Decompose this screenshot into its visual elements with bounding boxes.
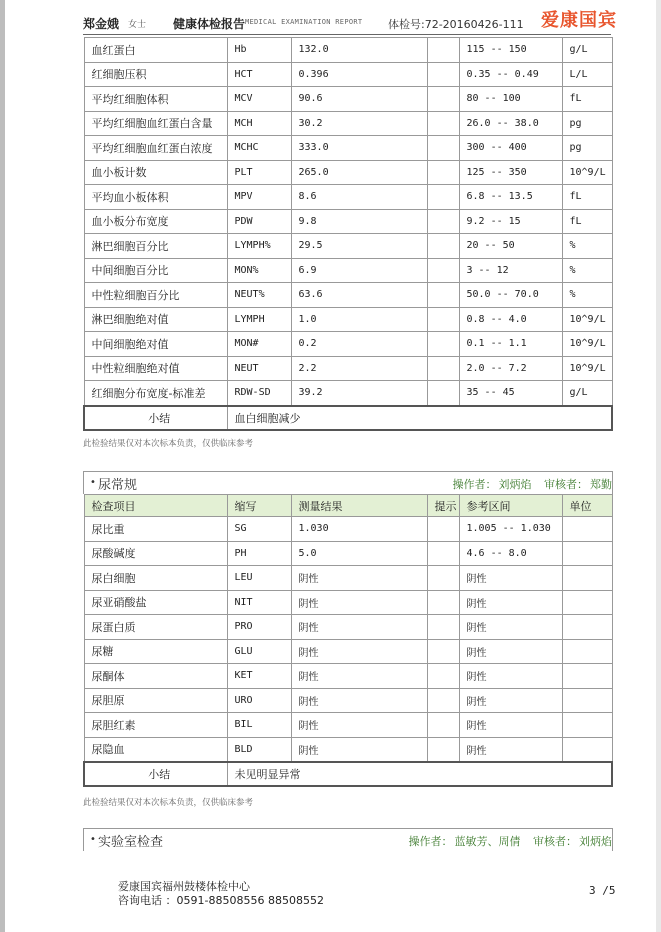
item-range: 0.35 -- 0.49	[459, 62, 562, 87]
item-flag	[427, 381, 459, 406]
item-value: 阴性	[291, 688, 427, 713]
table-row	[84, 590, 612, 615]
item-value: 0.2	[291, 332, 427, 357]
item-range: 阴性	[459, 615, 562, 640]
table-row	[84, 283, 612, 308]
item-value: 6.9	[291, 258, 427, 283]
item-value: 90.6	[291, 87, 427, 112]
item-unit: fL	[562, 185, 612, 210]
item-name: 尿白细胞	[84, 566, 227, 591]
summary-value: 血白细胞减少	[227, 406, 612, 430]
item-abbr: MON#	[227, 332, 291, 357]
item-unit: L/L	[562, 62, 612, 87]
item-unit	[562, 541, 612, 566]
item-range: 35 -- 45	[459, 381, 562, 406]
item-abbr: LYMPH%	[227, 234, 291, 259]
operator-label: 操作者：	[408, 835, 453, 848]
exam-number-label: 体检号:	[388, 18, 425, 31]
table-row	[84, 136, 612, 161]
table-row	[84, 688, 612, 713]
report-title: 健康体检报告	[173, 17, 246, 31]
item-unit	[562, 737, 612, 762]
item-unit: 10^9/L	[562, 356, 612, 381]
item-abbr: NIT	[227, 590, 291, 615]
item-abbr: MCH	[227, 111, 291, 136]
urine-test-table	[83, 494, 613, 787]
triangle-right-icon: •	[90, 477, 96, 488]
item-range: 125 -- 350	[459, 160, 562, 185]
item-range: 50.0 -- 70.0	[459, 283, 562, 308]
item-range: 0.1 -- 1.1	[459, 332, 562, 357]
patient-gender: 女士	[128, 20, 147, 30]
table-row	[84, 381, 612, 406]
item-name: 中性粒细胞百分比	[84, 283, 227, 308]
table-row	[84, 307, 612, 332]
lab-operators	[407, 833, 613, 849]
item-name: 红细胞分布宽度-标准差	[84, 381, 227, 406]
item-abbr: LYMPH	[227, 307, 291, 332]
item-flag	[427, 664, 459, 689]
item-name: 平均红细胞体积	[84, 87, 227, 112]
table-row	[84, 234, 612, 259]
item-abbr: HCT	[227, 62, 291, 87]
item-range: 阴性	[459, 639, 562, 664]
item-flag	[427, 234, 459, 259]
item-flag	[427, 356, 459, 381]
item-unit	[562, 566, 612, 591]
item-range: 阴性	[459, 713, 562, 738]
item-value: 阴性	[291, 639, 427, 664]
triangle-right-icon: •	[90, 834, 96, 845]
item-name: 血小板分布宽度	[84, 209, 227, 234]
item-name: 尿胆红素	[84, 713, 227, 738]
item-abbr: MPV	[227, 185, 291, 210]
item-abbr: MCHC	[227, 136, 291, 161]
col-header-flag: 提示	[427, 495, 459, 517]
item-unit: fL	[562, 87, 612, 112]
item-range: 26.0 -- 38.0	[459, 111, 562, 136]
report-page	[5, 0, 656, 932]
item-unit: pg	[562, 111, 612, 136]
item-abbr: PH	[227, 541, 291, 566]
item-abbr: LEU	[227, 566, 291, 591]
item-value: 333.0	[291, 136, 427, 161]
urine-header-row	[84, 495, 612, 517]
item-abbr: PRO	[227, 615, 291, 640]
item-abbr: KET	[227, 664, 291, 689]
item-unit: pg	[562, 136, 612, 161]
footer-center-name: 爱康国宾福州鼓楼体检中心	[118, 880, 250, 893]
item-value: 阴性	[291, 566, 427, 591]
blood-test-table	[83, 37, 613, 431]
item-flag	[427, 590, 459, 615]
item-flag	[427, 332, 459, 357]
item-value: 5.0	[291, 541, 427, 566]
item-range: 3 -- 12	[459, 258, 562, 283]
item-value: 1.0	[291, 307, 427, 332]
exam-number-value: 72-20160426-111	[424, 18, 524, 31]
table-row	[84, 111, 612, 136]
item-flag	[427, 283, 459, 308]
item-flag	[427, 615, 459, 640]
item-name: 红细胞压积	[84, 62, 227, 87]
table-row	[84, 541, 612, 566]
table-row	[84, 332, 612, 357]
item-name: 尿酸碱度	[84, 541, 227, 566]
item-abbr: GLU	[227, 639, 291, 664]
item-value: 阴性	[291, 615, 427, 640]
lab-section-title: 实验室检查	[98, 835, 164, 850]
summary-label: 小结	[84, 762, 227, 786]
item-range: 阴性	[459, 566, 562, 591]
item-unit	[562, 590, 612, 615]
item-range: 1.005 -- 1.030	[459, 517, 562, 542]
item-flag	[427, 566, 459, 591]
item-unit: %	[562, 283, 612, 308]
item-name: 尿胆原	[84, 688, 227, 713]
item-unit: %	[562, 258, 612, 283]
item-name: 中性粒细胞绝对值	[84, 356, 227, 381]
item-range: 阴性	[459, 688, 562, 713]
item-name: 平均红细胞血红蛋白浓度	[84, 136, 227, 161]
item-value: 1.030	[291, 517, 427, 542]
item-range: 4.6 -- 8.0	[459, 541, 562, 566]
item-name: 尿蛋白质	[84, 615, 227, 640]
item-range: 6.8 -- 13.5	[459, 185, 562, 210]
table-row	[84, 664, 612, 689]
table-row	[84, 356, 612, 381]
item-range: 9.2 -- 15	[459, 209, 562, 234]
item-flag	[427, 688, 459, 713]
lab-section-header	[83, 828, 613, 851]
table-row	[84, 639, 612, 664]
page-number: 3 /5	[589, 884, 616, 897]
item-value: 阴性	[291, 737, 427, 762]
item-abbr: RDW-SD	[227, 381, 291, 406]
item-flag	[427, 209, 459, 234]
item-flag	[427, 160, 459, 185]
col-header-abbr: 缩写	[227, 495, 291, 517]
col-header-result: 测量结果	[291, 495, 427, 517]
item-name: 淋巴细胞绝对值	[84, 307, 227, 332]
phone-label: 咨询电话 ：	[118, 894, 177, 907]
item-unit: %	[562, 234, 612, 259]
item-range: 阴性	[459, 590, 562, 615]
item-range: 2.0 -- 7.2	[459, 356, 562, 381]
item-value: 阴性	[291, 664, 427, 689]
item-name: 血小板计数	[84, 160, 227, 185]
operator-name: 刘炳焰	[498, 478, 532, 491]
item-unit	[562, 517, 612, 542]
item-name: 平均红细胞血红蛋白含量	[84, 111, 227, 136]
item-flag	[427, 62, 459, 87]
item-name: 尿酮体	[84, 664, 227, 689]
report-header	[83, 10, 617, 35]
table-row	[84, 566, 612, 591]
item-flag	[427, 185, 459, 210]
item-flag	[427, 111, 459, 136]
item-unit	[562, 664, 612, 689]
table-row	[84, 737, 612, 762]
table-row	[84, 517, 612, 542]
item-range: 阴性	[459, 664, 562, 689]
item-unit	[562, 615, 612, 640]
item-value: 9.8	[291, 209, 427, 234]
brand-logo: 爱康国宾	[541, 10, 617, 31]
disclaimer-note-urine: 此检验结果仅对本次标本负责，仅供临床参考	[83, 798, 254, 808]
item-value: 阴性	[291, 590, 427, 615]
reviewer-label: 审核者：	[544, 478, 588, 491]
item-abbr: MON%	[227, 258, 291, 283]
summary-value: 未见明显异常	[227, 762, 612, 786]
item-value: 265.0	[291, 160, 427, 185]
item-value: 0.396	[291, 62, 427, 87]
table-row	[84, 615, 612, 640]
item-unit: g/L	[562, 381, 612, 406]
item-flag	[427, 307, 459, 332]
report-subtitle: MEDICAL EXAMINATION REPORT	[245, 18, 363, 26]
item-unit: 10^9/L	[562, 160, 612, 185]
item-value: 39.2	[291, 381, 427, 406]
item-value: 132.0	[291, 38, 427, 63]
item-range: 80 -- 100	[459, 87, 562, 112]
reviewer-label: 审核者：	[533, 835, 577, 848]
item-range: 0.8 -- 4.0	[459, 307, 562, 332]
col-header-item: 检查项目	[84, 495, 227, 517]
item-flag	[427, 713, 459, 738]
item-abbr: BLD	[227, 737, 291, 762]
item-abbr: Hb	[227, 38, 291, 63]
item-value: 2.2	[291, 356, 427, 381]
item-name: 中间细胞绝对值	[84, 332, 227, 357]
item-abbr: PDW	[227, 209, 291, 234]
table-row	[84, 160, 612, 185]
item-value: 63.6	[291, 283, 427, 308]
phone-number: 0591-88508556 88508552	[176, 894, 324, 907]
item-name: 淋巴细胞百分比	[84, 234, 227, 259]
table-row	[84, 185, 612, 210]
item-name: 尿亚硝酸盐	[84, 590, 227, 615]
item-name: 平均血小板体积	[84, 185, 227, 210]
item-name: 尿糖	[84, 639, 227, 664]
urine-section-title: 尿常规	[98, 478, 138, 493]
item-unit: g/L	[562, 38, 612, 63]
patient-name: 郑金娥	[83, 17, 120, 31]
exam-number	[388, 16, 524, 32]
item-abbr: URO	[227, 688, 291, 713]
item-flag	[427, 639, 459, 664]
item-unit	[562, 713, 612, 738]
item-range: 115 -- 150	[459, 38, 562, 63]
reviewer-name: 刘炳焰	[579, 835, 612, 848]
table-row	[84, 62, 612, 87]
item-flag	[427, 517, 459, 542]
item-value: 8.6	[291, 185, 427, 210]
item-range: 阴性	[459, 737, 562, 762]
operator-label: 操作者：	[452, 478, 497, 491]
table-row	[84, 87, 612, 112]
item-abbr: PLT	[227, 160, 291, 185]
item-unit: fL	[562, 209, 612, 234]
operator-name: 蓝敏芳、周倩	[454, 835, 521, 848]
reviewer-name: 郑勤	[590, 478, 612, 491]
footer-phone	[118, 892, 324, 908]
item-flag	[427, 38, 459, 63]
item-abbr: NEUT	[227, 356, 291, 381]
item-value: 阴性	[291, 713, 427, 738]
col-header-range: 参考区间	[459, 495, 562, 517]
item-abbr: SG	[227, 517, 291, 542]
table-row	[84, 209, 612, 234]
item-flag	[427, 136, 459, 161]
item-name: 中间细胞百分比	[84, 258, 227, 283]
item-unit	[562, 688, 612, 713]
item-name: 尿比重	[84, 517, 227, 542]
urine-operators	[451, 476, 613, 492]
item-flag	[427, 87, 459, 112]
disclaimer-note: 此检验结果仅对本次标本负责，仅供临床参考	[83, 439, 254, 449]
item-range: 20 -- 50	[459, 234, 562, 259]
table-row	[84, 38, 612, 63]
item-abbr: BIL	[227, 713, 291, 738]
item-value: 29.5	[291, 234, 427, 259]
table-row	[84, 258, 612, 283]
urine-summary-row	[84, 762, 612, 786]
urine-section-header	[83, 471, 613, 494]
item-unit: 10^9/L	[562, 307, 612, 332]
item-abbr: MCV	[227, 87, 291, 112]
blood-summary-row	[84, 406, 612, 430]
item-flag	[427, 737, 459, 762]
item-value: 30.2	[291, 111, 427, 136]
summary-label: 小结	[84, 406, 227, 430]
item-unit	[562, 639, 612, 664]
item-flag	[427, 541, 459, 566]
table-row	[84, 713, 612, 738]
item-name: 血红蛋白	[84, 38, 227, 63]
col-header-unit: 单位	[562, 495, 612, 517]
item-unit: 10^9/L	[562, 332, 612, 357]
item-flag	[427, 258, 459, 283]
item-abbr: NEUT%	[227, 283, 291, 308]
item-range: 300 -- 400	[459, 136, 562, 161]
item-name: 尿隐血	[84, 737, 227, 762]
